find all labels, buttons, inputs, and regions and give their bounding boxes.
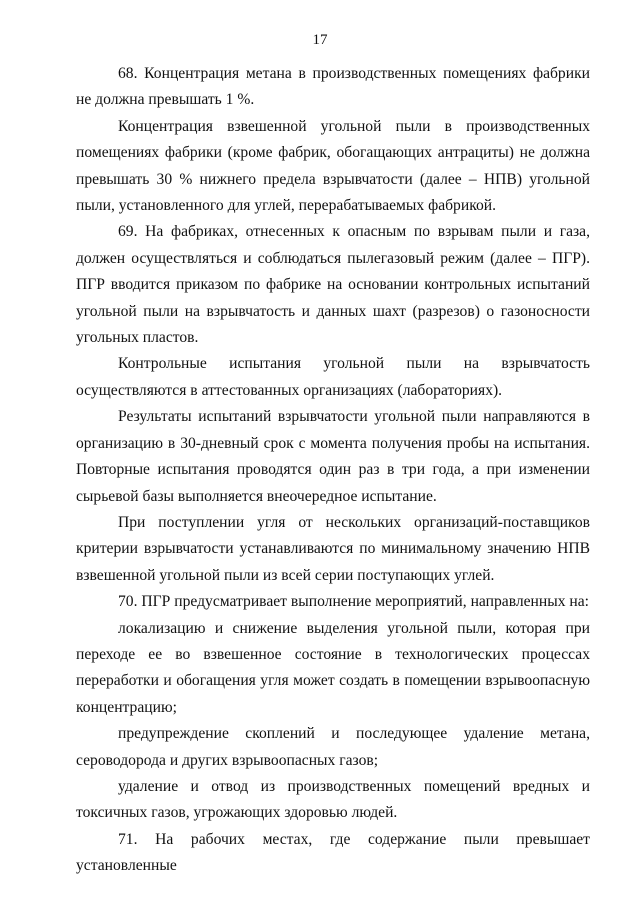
paragraph-70: 70. ПГР предусматривает выполнение мероприятий, направленных на:	[118, 593, 590, 611]
page-number: 17	[312, 32, 328, 48]
paragraph-test-results: Результаты испытаний взрывчатости угольной пыли направляются в организацию в 30-дневный срок с момента получения пробы на испытания. Повторные испытания проводятся один раз в три года, а при изменении сырьевой базы выполняется внеочередное испытание.	[76, 408, 590, 505]
paragraph-control-tests: Контрольные испытания угольной пыли на взрывчатость осуществляются в аттестованных организациях (лабораториях).	[76, 355, 590, 399]
paragraph-dust-concentration: Концентрация взвешенной угольной пыли в производственных помещениях фабрики (кроме фабрик, обогащающих антрациты) не должна превышать 30 % нижнего предела взрывчатости (далее – НПВ) угольной пыли, установленного для углей, перерабатываемых фабрикой.	[76, 117, 590, 215]
document-body	[76, 61, 590, 880]
list-item-gas-removal: предупреждение скоплений и последующее удаление метана, сероводорода и других взрывоопасных газов;	[76, 725, 590, 769]
paragraph-71: 71. На рабочих местах, где содержание пыли превышает установленные	[76, 830, 590, 875]
list-item-toxic-gas-removal: удаление и отвод из производственных помещений вредных и токсичных газов, угрожающих здоровью людей.	[76, 777, 590, 822]
list-item-dust-localization: локализацию и снижение выделения угольной пыли, которая при переходе ее во взвешенное состояние в технологических процессах переработки и обогащения угля может создать в помещении взрывоопасную концентрацию;	[76, 619, 590, 716]
paragraph-multiple-suppliers: При поступлении угля от нескольких организаций-поставщиков критерии взрывчатости устанавливаются по минимальному значению НПВ взвешенной угольной пыли из всей серии поступающих углей.	[76, 513, 590, 584]
paragraph-68: 68. Концентрация метана в производственных помещениях фабрики не должна превышать 1 %.	[76, 65, 590, 109]
paragraph-69: 69. На фабриках, отнесенных к опасным по взрывам пыли и газа, должен осуществляться и соблюдаться пылегазовый режим (далее – ПГР). ПГР вводится приказом по фабрике на основании контрольных испытаний угольной пыли на взрывчатость и данных шахт (разрезов) о газоносности угольных пластов.	[76, 223, 590, 347]
